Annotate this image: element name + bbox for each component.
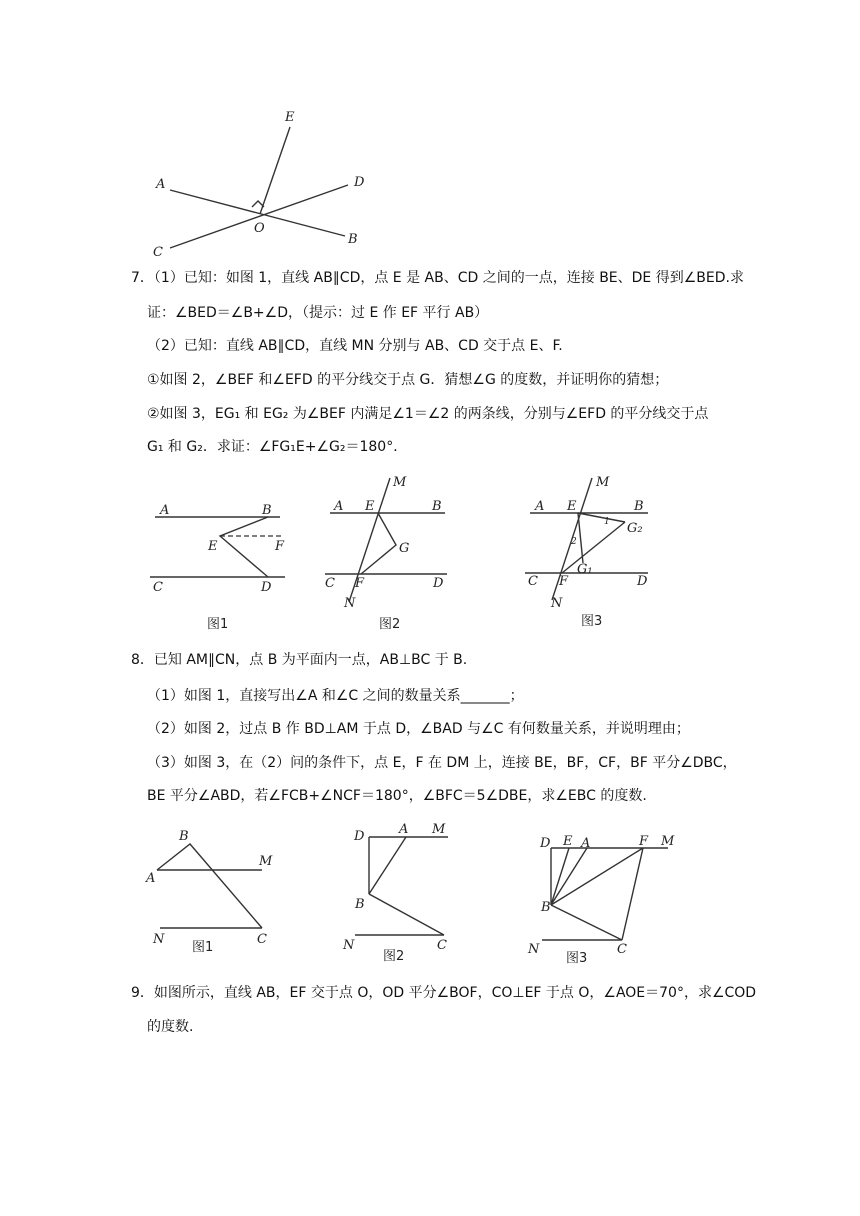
q8-fig1-label-n: N [153, 932, 165, 947]
q7-fig3-label-n: N [551, 596, 563, 611]
q8-line-1: 8．已知 AM∥CN，点 B 为平面内一点，AB⊥BC 于 B. [131, 652, 468, 668]
q8-fig3-line-bf [551, 848, 643, 905]
q7-line-1: 7．（1）已知：如图 1，直线 AB∥CD，点 E 是 AB、CD 之间的一点，连接 BE、DE 得到∠BED.求 [131, 270, 744, 286]
q7-fig2-label-f: F [355, 576, 365, 591]
q7-line-4: ①如图 2，∠BEF 和∠EFD 的平分线交于点 G．猜想∠G 的度数，并证明你的猜想； [147, 372, 669, 388]
q8-line-3: （2）如图 2，过点 B 作 BD⊥AM 于点 D，∠BAD 与∠C 有何数量关系，并说明理由； [147, 721, 690, 737]
label-a: A [156, 177, 166, 192]
q7-fig1-caption: 图1 [207, 617, 229, 632]
q7-fig1-label-d: D [261, 580, 272, 595]
label-b: B [348, 232, 358, 247]
q8-fig3-label-b: B [541, 900, 551, 915]
q8-fig2-label-c: C [437, 938, 447, 953]
q7-fig1-label-a: A [160, 503, 170, 518]
q7-fig3-angle-1: 1 [604, 517, 610, 527]
q7-line-3: （2）已知：直线 AB∥CD，直线 MN 分别与 AB、CD 交于点 E、F. [147, 338, 563, 354]
q8-fig2-label-a: A [399, 822, 409, 837]
q7-fig3-angle-2: 2 [571, 537, 577, 547]
q8-fig1-label-c: C [257, 932, 267, 947]
q7-fig3-bisector-f [562, 522, 625, 573]
q7-fig1-label-b: B [262, 503, 272, 518]
q8-fig3-label-e: E [563, 834, 573, 849]
label-e: E [285, 110, 295, 125]
q7-fig2-label-g: G [399, 541, 410, 556]
q8-line-5: BE 平分∠ABD，若∠FCB+∠NCF＝180°，∠BFC＝5∠DBE，求∠EBC 的度数. [147, 788, 647, 804]
q7-fig1-label-f: F [275, 539, 285, 554]
q7-fig2-caption: 图2 [379, 617, 401, 632]
q7-fig2-bisectors [361, 513, 396, 574]
figure-top [0, 0, 860, 270]
q8-fig1-label-m: M [259, 854, 273, 869]
q7-fig3-label-g2: G₂ [627, 521, 643, 536]
q8-fig3-line-bc [551, 905, 622, 940]
q8-fig3-label-d: D [540, 836, 551, 851]
q7-fig2-label-d: D [433, 576, 444, 591]
q8-fig3-line-cf [622, 848, 643, 940]
q8-fig2-label-d: D [354, 829, 365, 844]
q9-line-2: 的度数. [147, 1019, 194, 1035]
q8-fig1-caption: 图1 [192, 940, 214, 955]
q7-fig3-label-e: E [567, 499, 577, 514]
q7-fig3-caption: 图3 [581, 614, 603, 629]
q9-line-1: 9．如图所示，直线 AB，EF 交于点 O，OD 平分∠BOF，CO⊥EF 于点 O，∠AOE＝70°，求∠COD [131, 985, 757, 1001]
q7-fig2-label-m: M [393, 475, 407, 490]
q8-fig3-line-ba [551, 848, 587, 905]
q7-fig2-label-n: N [344, 596, 356, 611]
q7-line-6: G₁ 和 G₂．求证：∠FG₁E+∠G₂＝180°． [147, 439, 408, 455]
q7-fig2-label-c: C [325, 576, 335, 591]
q8-fig3-label-f: F [639, 834, 649, 849]
ray-oe [260, 127, 290, 214]
q7-fig3-label-f: F [559, 574, 569, 589]
q8-line-4: （3）如图 3，在（2）问的条件下，点 E，F 在 DM 上，连接 BE，BF，CF，BF 平分∠DBC， [147, 755, 737, 771]
q8-line-2: （1）如图 1，直接写出∠A 和∠C 之间的数量关系_______； [147, 688, 524, 704]
q7-line-2: 证：∠BED＝∠B+∠D，（提示：过 E 作 EF 平行 AB） [147, 305, 489, 321]
label-d: D [354, 175, 365, 190]
q7-fig3-label-m: M [596, 475, 610, 490]
q8-fig1-label-b: B [179, 829, 189, 844]
q7-fig3-line-eg1 [578, 513, 583, 563]
q8-fig1-label-a: A [146, 871, 156, 886]
q8-fig2-caption: 图2 [383, 949, 405, 964]
q7-fig3-label-a: A [535, 499, 545, 514]
label-o: O [254, 221, 265, 236]
q8-fig2-label-m: M [432, 822, 446, 837]
q7-fig2-label-b: B [432, 499, 442, 514]
q8-fig2-line-bc [369, 894, 444, 935]
q8-fig3-label-n: N [528, 942, 540, 957]
q7-fig1-label-e: E [208, 539, 218, 554]
q7-fig3-label-d: D [637, 574, 648, 589]
q8-fig3-line-be [551, 848, 569, 905]
q8-fig3-label-m: M [661, 834, 675, 849]
q8-fig3-caption: 图3 [566, 951, 588, 966]
q7-fig3-label-b: B [634, 499, 644, 514]
q8-fig1-broken-line [157, 844, 262, 928]
q7-fig2-label-a: A [334, 499, 344, 514]
q8-fig2-label-n: N [343, 938, 355, 953]
line-cd [170, 185, 348, 248]
q7-fig3-label-c: C [528, 574, 538, 589]
q7-fig2-label-e: E [365, 499, 375, 514]
q7-fig3-line-eg2 [578, 513, 625, 522]
right-angle-mark [252, 201, 264, 207]
q7-line-5: ②如图 3，EG₁ 和 EG₂ 为∠BEF 内满足∠1＝∠2 的两条线，分别与∠EFD 的平分线交于点 [147, 406, 709, 422]
q8-fig3-label-c: C [617, 942, 627, 957]
q7-fig3-label-g1: G₁ [577, 562, 593, 577]
q8-fig2-label-b: B [355, 897, 365, 912]
q8-figures [0, 815, 860, 970]
q7-figures [0, 470, 860, 640]
label-c: C [153, 245, 163, 260]
q7-fig1-label-c: C [153, 580, 163, 595]
q7-fig1-broken-line [220, 517, 268, 577]
q8-fig2-line-ab [369, 837, 406, 894]
q8-fig3-label-a: A [581, 836, 591, 851]
